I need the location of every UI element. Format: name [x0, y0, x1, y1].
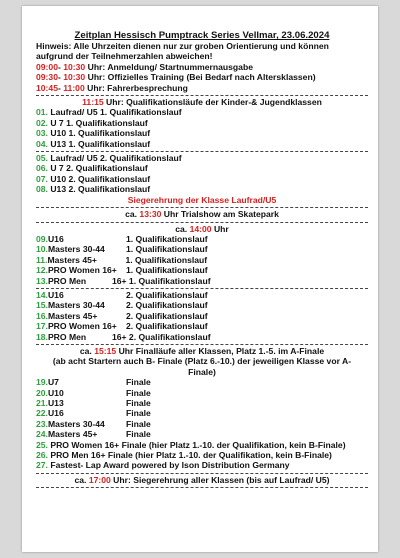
list-item [36, 311, 368, 321]
class-name: PRO Women 16+ [47, 265, 117, 276]
item-number: 22. [36, 408, 48, 419]
list-item [36, 388, 368, 398]
list-item [36, 450, 368, 460]
item-number: 02. [36, 117, 48, 128]
list-item [36, 184, 368, 194]
divider [36, 95, 368, 96]
time: 13:30 [139, 209, 162, 220]
document-page [22, 6, 378, 552]
class-name: U13 [47, 398, 64, 408]
list-item [36, 153, 368, 163]
item-text: U13 2. Qualifikationslauf [47, 184, 151, 195]
class-name: U7 [47, 377, 59, 388]
class-name: Masters 45+ [47, 429, 98, 440]
run-name: 1. Qualifikationslauf [125, 254, 208, 265]
item-number: 09. [36, 233, 48, 244]
item-number: 24. [36, 429, 48, 440]
class-name: PRO Men [47, 275, 87, 286]
divider [36, 222, 368, 223]
prefix: ca. [175, 223, 190, 234]
class-name: U16 [47, 408, 64, 419]
closing-text: Uhr: Siegerehrung aller Klassen (bis auf Laufrad/ U5) [110, 474, 330, 485]
time-start: 09:30 [36, 72, 58, 83]
item-number: 23. [36, 418, 48, 429]
item-number: 07. [36, 173, 48, 184]
run-name: Finale [125, 398, 151, 408]
item-text: U10 2. Qualifikationslauf [47, 173, 151, 184]
class-name: PRO Women 16+ [47, 439, 120, 450]
class-name: PRO Men 16+ [47, 450, 106, 461]
class-name: PRO Women 16+ [47, 321, 117, 332]
run-name: 1. Qualifikationslauf [125, 244, 208, 255]
time-end: 11:00 [63, 82, 85, 93]
class-name: U16 [47, 233, 64, 244]
item-text: U10 1. Qualifikationslauf [47, 128, 151, 139]
list-item [36, 408, 368, 418]
run-name: Finale [125, 429, 151, 440]
run-name: Finale [125, 408, 151, 419]
list-item [36, 290, 368, 300]
time-end: 10:30 [63, 61, 86, 72]
class-name: Masters 45+ [47, 310, 98, 321]
divider [36, 207, 368, 208]
class-name: Masters 30-44 [47, 244, 105, 255]
finals-header [36, 346, 368, 356]
prefix: ca. [74, 474, 89, 485]
item-number: 08. [36, 184, 48, 195]
run-name: 2. Qualifikationslauf [125, 310, 208, 321]
list-item [36, 244, 368, 254]
item-number: 27. [36, 460, 48, 471]
list-item [36, 429, 368, 439]
list-item [36, 321, 368, 331]
youth-header [36, 97, 368, 107]
list-item [36, 255, 368, 265]
item-number: 11. [36, 254, 48, 265]
item-number: 19. [36, 377, 48, 388]
list-item [36, 163, 368, 173]
class-name: Masters 30-44 [47, 300, 105, 311]
hint-line: Hinweis: Alle Uhrzeiten dienen nur zur groben Orientierung und können [36, 41, 329, 51]
list-item [36, 332, 368, 342]
class-name: PRO Men [47, 331, 87, 342]
item-text: Laufrad/ U5 2. Qualifikationslauf [47, 153, 182, 164]
run-name: 1. Qualifikationslauf [125, 265, 208, 276]
item-text: Uhr: Offizielles Training (Bei Bedarf nach Altersklassen) [85, 72, 316, 83]
header-text: Uhr: Qualifikationsläufe der Kinder-& Jugendklassen [103, 97, 322, 108]
list-item [36, 128, 368, 138]
list-item [36, 107, 368, 117]
ceremony-laufrad: Siegerehrung der Klasse Laufrad/U5 [127, 194, 277, 205]
item-number: 21. [36, 398, 48, 408]
time: 14:00 [189, 223, 212, 234]
morning-item: 10:45- 11:00 Uhr: Fahrerbesprechung [36, 82, 188, 93]
item-text: Uhr: Anmeldung/ Startnummernausgabe [85, 61, 253, 72]
list-item [36, 118, 368, 128]
divider [36, 288, 368, 289]
list-item [36, 460, 368, 470]
class-name: Masters 30-44 [47, 418, 105, 429]
item-number: 16. [36, 310, 48, 321]
list-item [36, 276, 368, 286]
run-name: 16+ 2. Qualifikationslauf [111, 331, 211, 342]
header-text: Uhr Finalläufe aller Klassen, Platz 1.-5. im A-Finale [116, 345, 325, 356]
item-text: U 7 2. Qualifikationslauf [47, 163, 148, 174]
item-text: Uhr: Fahrerbesprechung [84, 82, 188, 93]
run-name: Finale [125, 418, 151, 429]
list-item [36, 300, 368, 310]
schedule-document [22, 6, 378, 488]
header-text: Uhr [211, 223, 229, 234]
item-number: 25. [36, 439, 48, 450]
run-name: 2. Qualifikationslauf [125, 321, 208, 332]
time-end: 10:30 [63, 72, 86, 83]
trialshow-text: Uhr Trialshow am Skatepark [161, 209, 279, 220]
time: 17:00 [88, 474, 111, 485]
run-name: Finale [125, 377, 151, 388]
item-number: 20. [36, 387, 48, 398]
item-number: 04. [36, 138, 48, 149]
list-item [36, 139, 368, 149]
divider [36, 151, 368, 152]
prefix: ca. [125, 209, 140, 220]
class-name: U10 [47, 387, 64, 398]
run-name: Finale [125, 387, 151, 398]
afternoon-header [36, 224, 368, 234]
list-item [36, 419, 368, 429]
time-start: 09:00 [36, 61, 58, 72]
divider [36, 473, 368, 474]
item-number: 18. [36, 331, 48, 342]
closing-line [36, 475, 368, 485]
item-number: 10. [36, 244, 48, 255]
divider [36, 487, 368, 488]
list-item [36, 398, 368, 408]
item-number: 03. [36, 128, 48, 139]
item-text: Laufrad/ U5 1. Qualifikationslauf [47, 107, 182, 118]
list-item [36, 265, 368, 275]
trialshow-line [36, 209, 368, 219]
document-title: Zeitplan Hessisch Pumptrack Series Vellmar, 23.06.2024 [74, 30, 330, 41]
item-number: 15. [36, 300, 48, 311]
morning-item: 09:30- 10:30 Uhr: Offizielles Training (Bei Bedarf nach Altersklassen) [36, 72, 316, 83]
time-start: 10:45 [36, 82, 58, 93]
hint-line: aufgrund der Teilnehmerzahlen abweichen! [36, 51, 213, 62]
item-number: 06. [36, 163, 48, 174]
class-name: U16 [47, 289, 64, 300]
morning-item: 09:00- 10:30 Uhr: Anmeldung/ Startnummernausgabe [36, 61, 253, 72]
item-number: 14. [36, 289, 48, 300]
finals-note: (ab acht Startern auch B- Finale (Platz 6.-10.) der jeweiligen Klasse vor A- Finale) [52, 356, 352, 377]
run-name: Finale (hier Platz 1.-10. der Qualifikation, kein B-Finale) [121, 439, 346, 450]
item-number: 13. [36, 275, 48, 286]
item-number: 12. [36, 265, 48, 276]
item-number: 26. [36, 450, 48, 461]
run-name: 2. Qualifikationslauf [125, 289, 208, 300]
item-text: U13 1. Qualifikationslauf [47, 138, 151, 149]
run-name: 2. Qualifikationslauf [125, 300, 208, 311]
item-number: 05. [36, 153, 48, 164]
list-item [36, 174, 368, 184]
time: 11:15 [82, 97, 104, 108]
divider [36, 344, 368, 345]
run-name: 16+ 1. Qualifikationslauf [111, 275, 211, 286]
run-name: Finale (hier Platz 1.-10. der Qualifikation, kein B-Finale) [107, 450, 332, 461]
time: 15:15 [94, 345, 117, 356]
item-text: U 7 1. Qualifikationslauf [47, 117, 148, 128]
prefix: ca. [79, 345, 95, 356]
run-name: 1. Qualifikationslauf [125, 233, 208, 244]
list-item [36, 377, 368, 387]
list-item [36, 234, 368, 244]
item-number: 17. [36, 321, 48, 332]
item-number: 01. [36, 107, 48, 118]
class-name: Fastest- Lap Award powered by Ison Distribution Germany [47, 460, 290, 471]
class-name: Masters 45+ [47, 254, 97, 265]
list-item [36, 440, 368, 450]
